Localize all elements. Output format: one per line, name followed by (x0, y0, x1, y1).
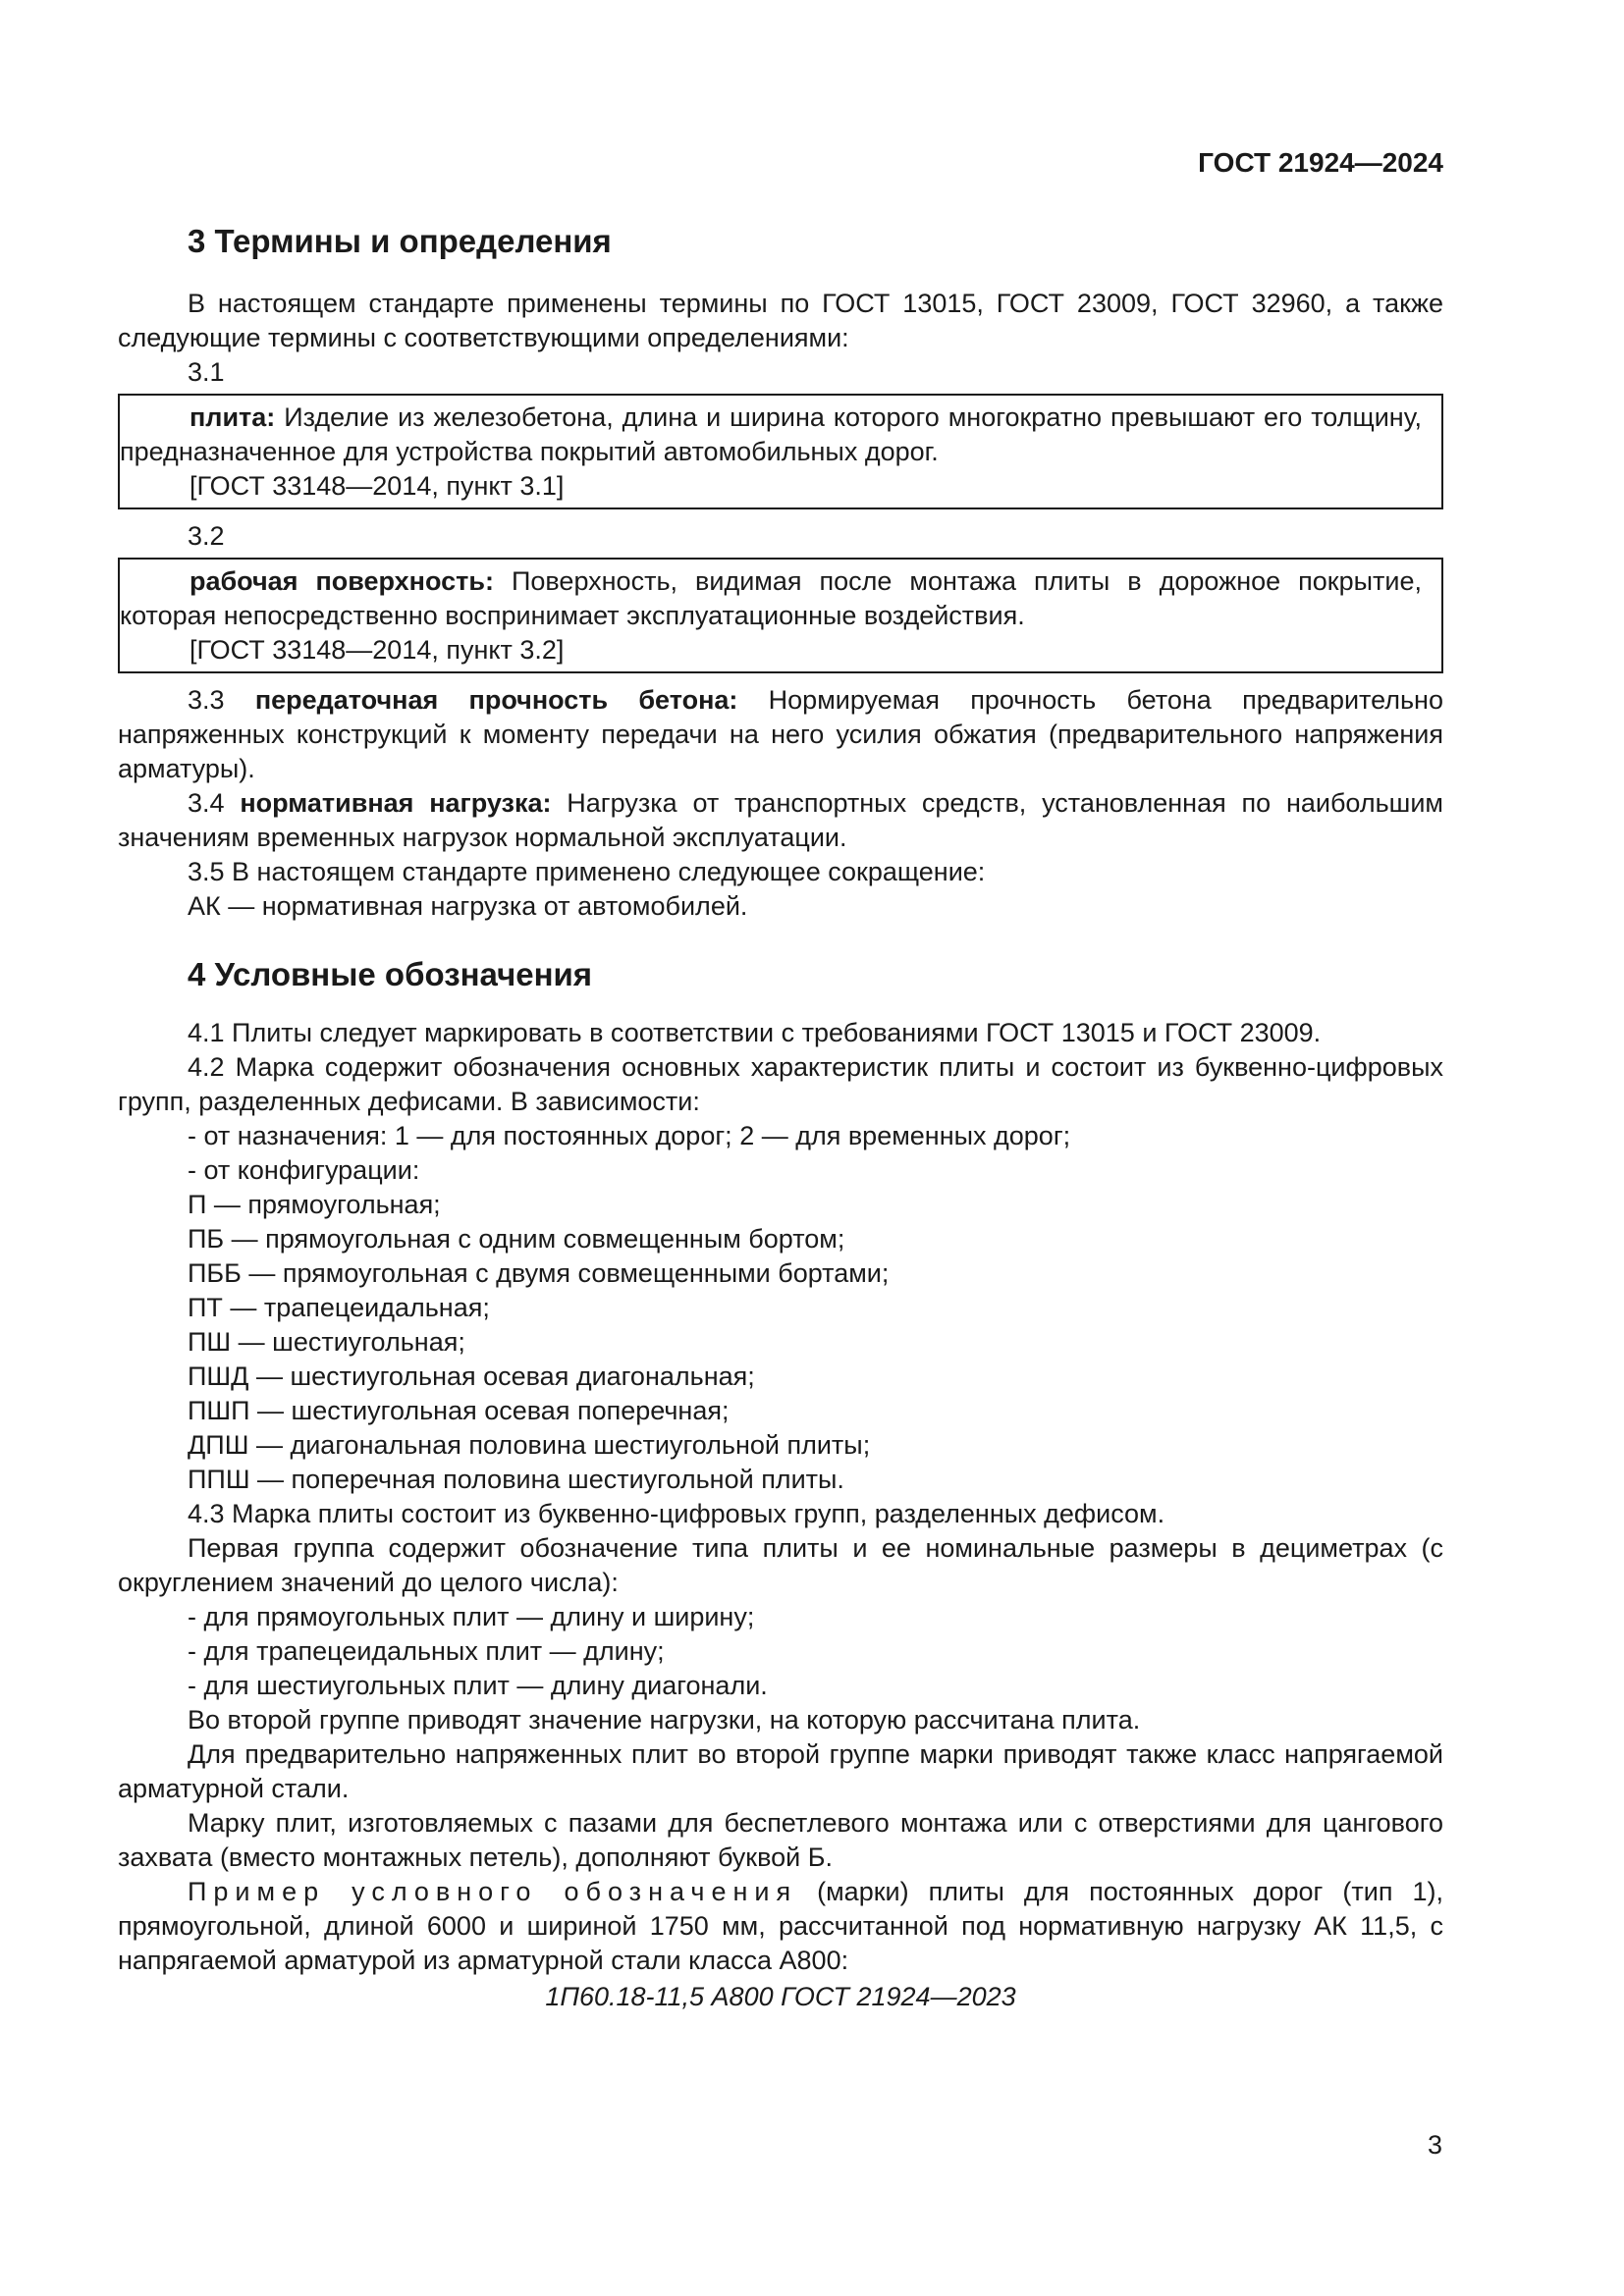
second-group-text: Во второй группе приводят значение нагрузки, на которую рассчитана плита. (188, 1705, 1141, 1735)
term-3-1-box (118, 394, 1443, 509)
example-label: Пример условного обозначения (188, 1877, 798, 1906)
first-group-text: Первая группа содержит обозначение типа плиты и ее номинальные размеры в дециметрах (с округлением значений до целого числа): (118, 1533, 1443, 1597)
term-3-4-number: 3.4 (188, 788, 241, 818)
term-3-1-text (120, 400, 1422, 469)
prestressed-text: Для предварительно напряженных плит во второй группе марки приводят также класс напрягаемой арматурной стали. (118, 1739, 1443, 1803)
clause-4-2: 4.2 Марка содержит обозначения основных характеристик плиты и состоит из буквенно-цифровых групп, разделенных дефисами. В зависимости: (118, 1052, 1443, 1116)
term-3-4-definition: Нагрузка от транспортных средств, установленная по наибольшим значениям временных нагрузок нормальной эксплуатации. (118, 788, 1443, 852)
size-list-item: - для трапецеидальных плит — длину; (188, 1636, 665, 1666)
term-3-2-source: [ГОСТ 33148—2014, пункт 3.2] (189, 635, 565, 665)
term-3-1-term: плита: (189, 402, 276, 432)
config-item: ПБ — прямоугольная с одним совмещенным бортом; (188, 1224, 845, 1254)
document-id-header: ГОСТ 21924—2024 (1198, 147, 1443, 178)
section-3-title: 3 Термины и определения (188, 223, 612, 259)
clause-4-3: 4.3 Марка плиты состоит из буквенно-цифровых групп, разделенных дефисом. (188, 1499, 1165, 1528)
term-3-2-term: рабочая поверхность: (189, 566, 494, 596)
size-list-item: - для шестиугольных плит — длину диагонали. (188, 1671, 768, 1700)
config-item: ППШ — поперечная половина шестиугольной плиты. (188, 1465, 844, 1494)
term-3-2-text (120, 564, 1422, 633)
section-4-title: 4 Условные обозначения (188, 956, 593, 992)
page-number: 3 (1427, 2130, 1442, 2160)
clause-3-5: 3.5 В настоящем стандарте применено следующее сокращение: (188, 857, 986, 886)
list-item-configuration: - от конфигурации: (188, 1155, 420, 1185)
clause-4-1: 4.1 Плиты следует маркировать в соответствии с требованиями ГОСТ 13015 и ГОСТ 23009. (188, 1018, 1322, 1047)
term-3-2-box (118, 558, 1443, 673)
section-3-intro: В настоящем стандарте применены термины по ГОСТ 13015, ГОСТ 23009, ГОСТ 32960, а также следующие термины с соответствующими определениями: (118, 289, 1443, 352)
list-item-purpose: - от назначения: 1 — для постоянных дорог; 2 — для временных дорог; (188, 1121, 1071, 1150)
config-item: ПШП — шестиугольная осевая поперечная; (188, 1396, 730, 1425)
config-item: ПББ — прямоугольная с двумя совмещенными бортами; (188, 1258, 890, 1288)
abbreviation-ak: АК — нормативная нагрузка от автомобилей. (188, 891, 748, 921)
config-item: ПШД — шестиугольная осевая диагональная; (188, 1362, 755, 1391)
config-item: ПТ — трапецеидальная; (188, 1293, 490, 1322)
term-3-1-source: [ГОСТ 33148—2014, пункт 3.1] (189, 471, 565, 501)
term-3-4-term: нормативная нагрузка: (240, 788, 552, 818)
term-3-3 (118, 683, 1443, 786)
page-content (118, 222, 1443, 2014)
term-3-1-definition: Изделие из железобетона, длина и ширина которого многократно превышают его толщину, предназначенное для устройства покрытий автомобильных дорог. (120, 402, 1422, 466)
example-text: (марки) плиты для постоянных дорог (тип 1), прямоугольной, длиной 6000 и шириной 1750 мм, рассчитанной под нормативную нагрузку АК 11,5, с напрягаемой арматурой из арматурной стали класса А800: (118, 1877, 1443, 1975)
term-3-4 (118, 786, 1443, 855)
term-3-2-definition: Поверхность, видимая после монтажа плиты в дорожное покрытие, которая непосредственно воспринимает эксплуатационные воздействия. (120, 566, 1422, 630)
term-3-1-number: 3.1 (188, 357, 225, 387)
config-item: П — прямоугольная; (188, 1190, 441, 1219)
term-3-2-number: 3.2 (188, 521, 225, 551)
size-list-item: - для прямоугольных плит — длину и ширину; (188, 1602, 755, 1631)
example-formula: 1П60.18-11,5 А800 ГОСТ 21924—2023 (545, 1982, 1016, 2011)
term-3-3-definition: Нормируемая прочность бетона предварительно напряженных конструкций к моменту передачи на него усилия обжатия (предварительного напряжения арматуры). (118, 685, 1443, 783)
term-3-3-number: 3.3 (188, 685, 255, 715)
config-item: ПШ — шестиугольная; (188, 1327, 465, 1357)
term-3-3-term: передаточная прочность бетона: (254, 685, 738, 715)
example-paragraph (118, 1875, 1443, 1978)
slots-text: Марку плит, изготовляемых с пазами для беспетлевого монтажа или с отверстиями для цангового захвата (вместо монтажных петель), дополняют буквой Б. (118, 1808, 1443, 1872)
config-item: ДПШ — диагональная половина шестиугольной плиты; (188, 1430, 871, 1460)
